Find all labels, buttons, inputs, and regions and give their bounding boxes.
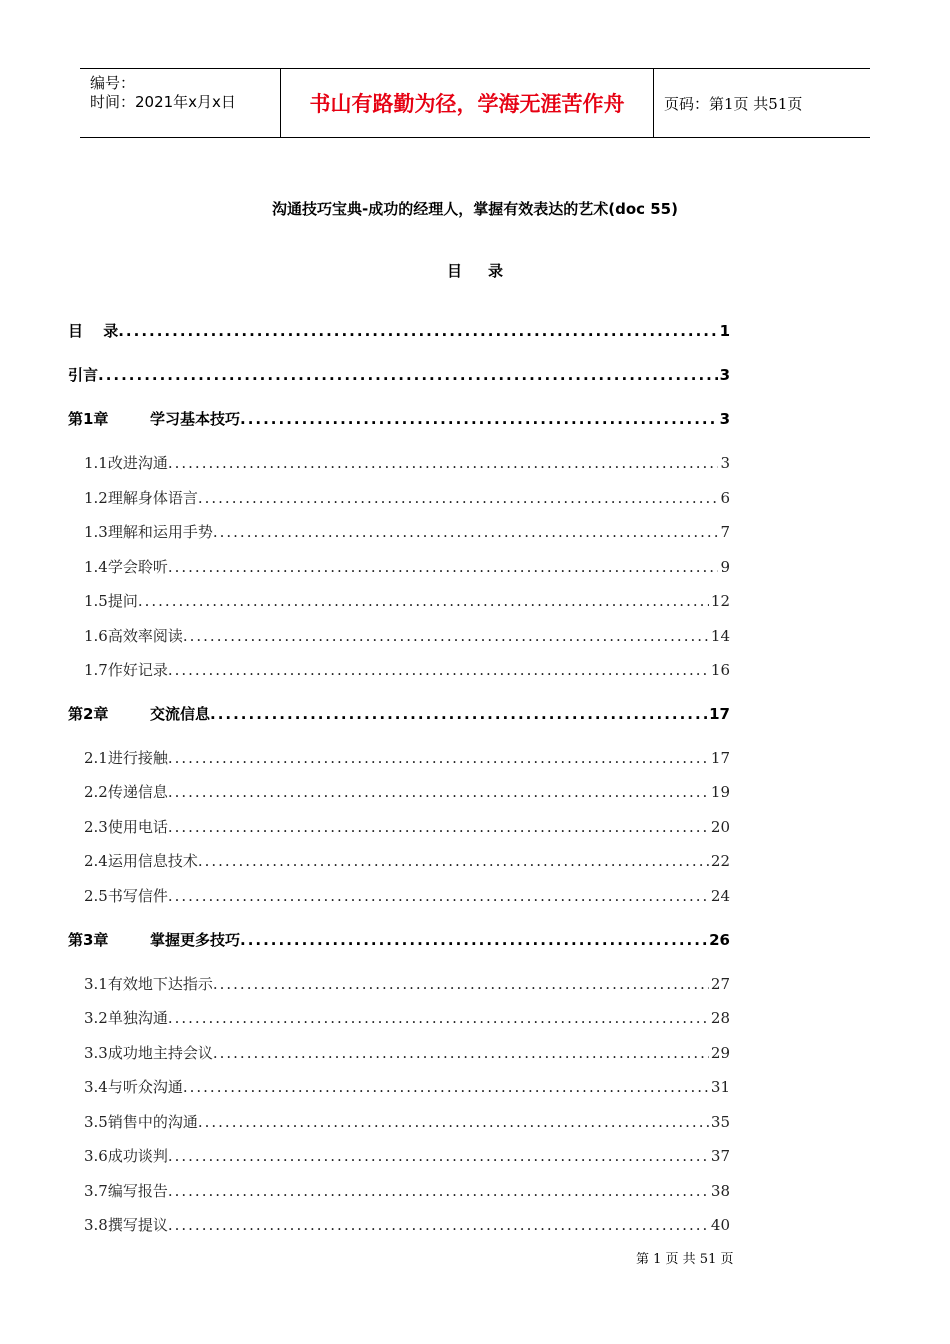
toc-entry-label: 1.7作好记录 bbox=[84, 661, 168, 679]
toc-section-entry[interactable] bbox=[84, 556, 730, 577]
document-title: 沟通技巧宝典-成功的经理人，掌握有效表达的艺术(doc 55) bbox=[272, 200, 678, 218]
toc-section-entry[interactable] bbox=[84, 625, 730, 646]
toc-entry-label: 1.5提问 bbox=[84, 592, 138, 610]
toc-entry-label: 3.8撰写提议 bbox=[84, 1216, 168, 1234]
page-header bbox=[80, 68, 870, 138]
toc-chapter-entry[interactable] bbox=[68, 703, 730, 724]
toc-entry-label: 1.3理解和运用手势 bbox=[84, 523, 213, 541]
toc-section-entry[interactable] bbox=[84, 1145, 730, 1166]
toc-entry-page: 7 bbox=[720, 523, 730, 541]
date-label: 时间：2021年x月x日 bbox=[90, 93, 236, 111]
toc-section-entry[interactable] bbox=[84, 590, 730, 611]
toc-entry-page: 31 bbox=[710, 1078, 730, 1096]
toc-entry-label: 1.6高效率阅读 bbox=[84, 627, 183, 645]
toc-entry-label: 1.4学会聆听 bbox=[84, 558, 168, 576]
toc-entry-page: 20 bbox=[710, 818, 730, 836]
toc-entry-label: 2.5书写信件 bbox=[84, 887, 168, 905]
toc-entry-page: 3 bbox=[720, 454, 730, 472]
toc-entry-label: 3.2单独沟通 bbox=[84, 1009, 168, 1027]
header-motto: 书山有路勤为径，学海无涯苦作舟 bbox=[281, 69, 654, 137]
toc-section-entry[interactable] bbox=[84, 885, 730, 906]
toc-chapter-entry[interactable] bbox=[68, 408, 730, 429]
chapter-number: 第2章 bbox=[68, 705, 109, 723]
toc-section-entry[interactable] bbox=[84, 1007, 730, 1028]
toc-entry-page: 3 bbox=[719, 410, 730, 428]
toc-entry-page: 3 bbox=[719, 366, 730, 384]
toc-section-entry[interactable] bbox=[84, 1180, 730, 1201]
toc-entry-page: 6 bbox=[720, 489, 730, 507]
toc-entry-label: 2.1进行接触 bbox=[84, 749, 168, 767]
toc-entry-page: 19 bbox=[710, 783, 730, 801]
toc-section-entry[interactable] bbox=[84, 452, 730, 473]
header-page-label: 页码：第1页 共51页 bbox=[664, 94, 803, 113]
toc-entry-label: 3.6成功谈判 bbox=[84, 1147, 168, 1165]
toc-entry-page: 29 bbox=[710, 1044, 730, 1062]
toc-entry-label: 引言 bbox=[68, 366, 99, 384]
toc-entry-page: 17 bbox=[709, 705, 730, 723]
toc-section-entry[interactable] bbox=[84, 521, 730, 542]
toc-entry-label: 3.4与听众沟通 bbox=[84, 1078, 183, 1096]
header-meta bbox=[80, 69, 281, 137]
toc-section-entry[interactable] bbox=[84, 659, 730, 680]
toc-entry-page: 35 bbox=[710, 1113, 730, 1131]
toc-entry-page: 16 bbox=[710, 661, 730, 679]
toc-heading: 目录 bbox=[446, 262, 529, 280]
toc-section-entry[interactable] bbox=[84, 1076, 730, 1097]
toc-entry-page: 22 bbox=[710, 852, 730, 870]
toc-entry-label: 3.7编写报告 bbox=[84, 1182, 168, 1200]
toc-entry-label: 2.2传递信息 bbox=[84, 783, 168, 801]
toc-entry-page: 14 bbox=[710, 627, 730, 645]
toc-entry-label: 学习基本技巧 bbox=[150, 410, 241, 428]
toc-entry-page: 28 bbox=[710, 1009, 730, 1027]
toc-entry-page: 1 bbox=[719, 322, 730, 340]
toc-section-entry[interactable] bbox=[84, 1111, 730, 1132]
toc-entry-label: 1.2理解身体语言 bbox=[84, 489, 198, 507]
toc-entry[interactable] bbox=[68, 320, 730, 341]
chapter-number: 第1章 bbox=[68, 410, 109, 428]
toc-entry-page: 12 bbox=[710, 592, 730, 610]
toc-entry-label: 2.4运用信息技术 bbox=[84, 852, 198, 870]
toc-entry-page: 38 bbox=[710, 1182, 730, 1200]
toc-entry-page: 17 bbox=[710, 749, 730, 767]
toc-entry-page: 27 bbox=[710, 975, 730, 993]
toc-entry-label: 2.3使用电话 bbox=[84, 818, 168, 836]
toc-entry-label: 3.1有效地下达指示 bbox=[84, 975, 213, 993]
toc-entry[interactable] bbox=[68, 364, 730, 385]
toc-section-entry[interactable] bbox=[84, 816, 730, 837]
toc-entry-page: 40 bbox=[710, 1216, 730, 1234]
toc-section-entry[interactable] bbox=[84, 747, 730, 768]
toc-entry-page: 37 bbox=[710, 1147, 730, 1165]
number-label: 编号： bbox=[90, 74, 136, 92]
toc-section-entry[interactable] bbox=[84, 781, 730, 802]
toc-chapter-entry[interactable] bbox=[68, 929, 730, 950]
toc-entry-label: 目 录 bbox=[68, 322, 119, 340]
toc-entry-label: 交流信息 bbox=[150, 705, 211, 723]
toc-entry-label: 掌握更多技巧 bbox=[150, 931, 241, 949]
page-footer: 第 1 页 共 51 页 bbox=[636, 1252, 734, 1267]
toc-entry-label: 3.5销售中的沟通 bbox=[84, 1113, 198, 1131]
toc-section-entry[interactable] bbox=[84, 1042, 730, 1063]
toc-entry-label: 1.1改进沟通 bbox=[84, 454, 168, 472]
toc-section-entry[interactable] bbox=[84, 1214, 730, 1235]
toc-section-entry[interactable] bbox=[84, 850, 730, 871]
toc-entry-label: 3.3成功地主持会议 bbox=[84, 1044, 213, 1062]
chapter-number: 第3章 bbox=[68, 931, 109, 949]
toc-entry-page: 26 bbox=[709, 931, 730, 949]
toc-section-entry[interactable] bbox=[84, 973, 730, 994]
toc-section-entry[interactable] bbox=[84, 487, 730, 508]
toc-entry-page: 9 bbox=[720, 558, 730, 576]
toc-entry-page: 24 bbox=[710, 887, 730, 905]
